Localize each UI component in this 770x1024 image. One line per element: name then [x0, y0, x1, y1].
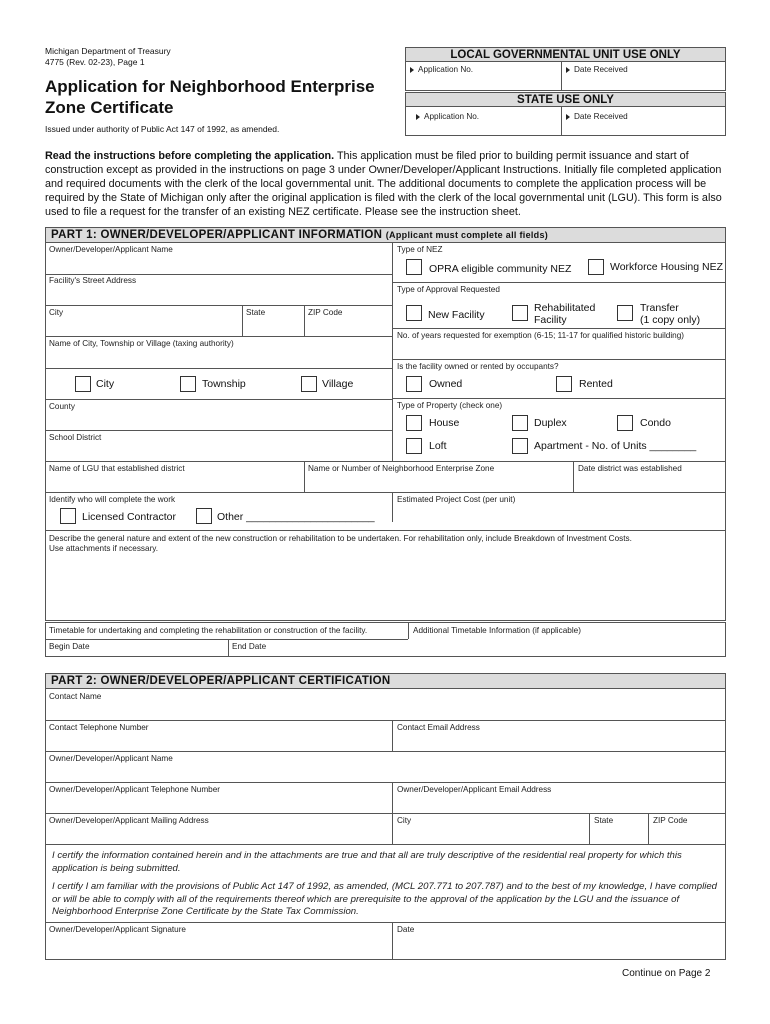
licensed-contractor-checkbox[interactable] [60, 508, 76, 524]
township-checkbox[interactable] [180, 376, 196, 392]
who-work-label: Identify who will complete the work [49, 495, 176, 504]
form-title [45, 76, 375, 118]
certification-text-1: I certify the information contained herein and in the attachments are true and that all are truly descriptive of the residential real property for which this application is being submitted. [52, 850, 682, 874]
village-option-label: Village [322, 378, 354, 390]
continue-note: Continue on Page 2 [622, 968, 711, 979]
form-title-line2: Zone Certificate [45, 98, 174, 117]
rented-label: Rented [579, 378, 613, 390]
house-label: House [429, 417, 460, 429]
part2-title: PART 2: OWNER/DEVELOPER/APPLICANT CERTIFICATION [51, 675, 391, 687]
contact-email-label: Contact Email Address [397, 723, 480, 732]
owner-name-label: Owner/Developer/Applicant Name [49, 245, 173, 254]
loft-label: Loft [429, 440, 447, 452]
rehabilitated-label-2: Facility [534, 314, 567, 326]
timetable-label: Timetable for undertaking and completing the rehabilitation or construction of the facility. [49, 626, 368, 635]
street-address-label: Facility's Street Address [49, 276, 137, 285]
other-checkbox[interactable] [196, 508, 212, 524]
rented-checkbox[interactable] [556, 376, 572, 392]
authority-note: Issued under authority of Public Act 147 of 1992, as amended. [45, 124, 280, 134]
village-checkbox[interactable] [301, 376, 317, 392]
county-label: County [49, 402, 75, 411]
part2-header [45, 673, 726, 689]
new-facility-label: New Facility [428, 309, 485, 321]
part2-zip-label: ZIP Code [653, 816, 688, 825]
end-date-label: End Date [232, 642, 267, 651]
lgu-box-title: LOCAL GOVERNMENTAL UNIT USE ONLY [406, 48, 725, 62]
loft-checkbox[interactable] [406, 438, 422, 454]
workforce-housing-checkbox[interactable] [588, 259, 604, 275]
apartment-label: Apartment - No. of Units ________ [534, 440, 697, 452]
rehabilitated-label-1: Rehabilitated [534, 302, 596, 314]
municipality-label: Name of City, Township or Village (taxing authority) [49, 339, 234, 348]
apartment-checkbox[interactable] [512, 438, 528, 454]
workforce-housing-label: Workforce Housing NEZ [610, 261, 724, 273]
additional-timetable-label: Additional Timetable Information (if applicable) [413, 626, 581, 635]
lgu-name-label: Name of LGU that established district [49, 464, 185, 473]
duplex-checkbox[interactable] [512, 415, 528, 431]
transfer-checkbox[interactable] [617, 305, 633, 321]
owned-rented-question: Is the facility owned or rented by occupants? [397, 362, 559, 371]
state-use-box [405, 92, 726, 136]
begin-date-label: Begin Date [49, 642, 90, 651]
part2-city-label: City [397, 816, 412, 825]
owner-phone-label: Owner/Developer/Applicant Telephone Number [49, 785, 220, 794]
years-exemption-label: No. of years requested for exemption (6-15; 11-17 for qualified historic building) [397, 331, 685, 340]
district-date-label: Date district was established [578, 464, 682, 473]
instructions-text: This application must be filed prior to building permit issuance and start of construction except as provided in the instructions on page 3 under Owner/Developer/Applicant Instructions. Initially file completed application and required documents with the clerk of the local governmental unit. The additional documents to complete the application process will be required by the State of Michigan only after the original application is filed with the clerk of the local governmental unit (LGU). This form is also used to file a request for the transfer of an existing NEZ certificate. Please see the instruction sheet. [45, 150, 722, 218]
part1-title: PART 1: OWNER/DEVELOPER/APPLICANT INFORMATION (Applicant must complete all fields) [51, 229, 549, 241]
condo-checkbox[interactable] [617, 415, 633, 431]
new-facility-checkbox[interactable] [406, 305, 422, 321]
transfer-label-2: (1 copy only) [640, 314, 701, 326]
city-checkbox[interactable] [75, 376, 91, 392]
form-revision: 4775 (Rev. 02-23), Page 1 [45, 57, 145, 67]
opra-label: OPRA eligible community NEZ [429, 263, 572, 275]
form-title-line1: Application for Neighborhood Enterprise [45, 77, 375, 96]
state-date-received-label: Date Received [566, 112, 628, 122]
house-checkbox[interactable] [406, 415, 422, 431]
city-option-label: City [96, 378, 115, 390]
part1-grid [45, 243, 726, 621]
describe-label-2: Use attachments if necessary. [49, 544, 159, 553]
lgu-date-received-label: Date Received [566, 65, 628, 75]
opra-checkbox[interactable] [406, 259, 422, 275]
instructions-bold: Read the instructions before completing the application. [45, 150, 335, 162]
property-type-label: Type of Property (check one) [397, 401, 503, 410]
lgu-use-box [405, 47, 726, 91]
lgu-app-no-label: Application No. [410, 65, 473, 75]
part1-header [45, 227, 726, 243]
condo-label: Condo [640, 417, 671, 429]
rehabilitated-checkbox[interactable] [512, 305, 528, 321]
signature-label: Owner/Developer/Applicant Signature [49, 925, 186, 934]
contact-name-label: Contact Name [49, 692, 102, 701]
nez-name-label: Name or Number of Neighborhood Enterprise Zone [308, 464, 495, 473]
township-option-label: Township [202, 378, 246, 390]
type-nez-label: Type of NEZ [397, 245, 443, 254]
duplex-label: Duplex [534, 417, 567, 429]
state-label: State [246, 308, 266, 317]
owner-name-label-2: Owner/Developer/Applicant Name [49, 754, 173, 763]
est-cost-label: Estimated Project Cost (per unit) [397, 495, 516, 504]
transfer-label-1: Transfer [640, 302, 679, 314]
city-label: City [49, 308, 64, 317]
zip-label: ZIP Code [308, 308, 343, 317]
describe-label-1: Describe the general nature and extent of the new construction or rehabilitation to be undertaken. For rehabilitation only, include Breakdown of Investment Costs. [49, 534, 632, 543]
state-app-no-label: Application No. [416, 112, 479, 122]
approval-type-label: Type of Approval Requested [397, 285, 500, 294]
owned-checkbox[interactable] [406, 376, 422, 392]
state-box-title: STATE USE ONLY [406, 93, 725, 107]
school-district-label: School District [49, 433, 102, 442]
owner-mailing-label: Owner/Developer/Applicant Mailing Address [49, 816, 209, 825]
agency-name: Michigan Department of Treasury [45, 46, 171, 56]
instructions-paragraph [45, 149, 726, 219]
part2-state-label: State [594, 816, 614, 825]
signature-date-label: Date [397, 925, 415, 934]
licensed-contractor-label: Licensed Contractor [82, 511, 176, 523]
certification-text-2: I certify I am familiar with the provisions of Public Act 147 of 1992, as amended, (MCL 207.771 to 207.787) and to the best of my knowledge, I have complied or will be able to comply with all of the requirements thereof which are prerequisite to the approval of the application by the LGU and the issuance of Neighborhood Enterprise Zone Certificate by the State Tax Commission. [52, 881, 717, 917]
owner-email-label: Owner/Developer/Applicant Email Address [397, 785, 552, 794]
other-label: Other ______________________ [217, 511, 375, 523]
owned-label: Owned [429, 378, 463, 390]
contact-phone-label: Contact Telephone Number [49, 723, 149, 732]
